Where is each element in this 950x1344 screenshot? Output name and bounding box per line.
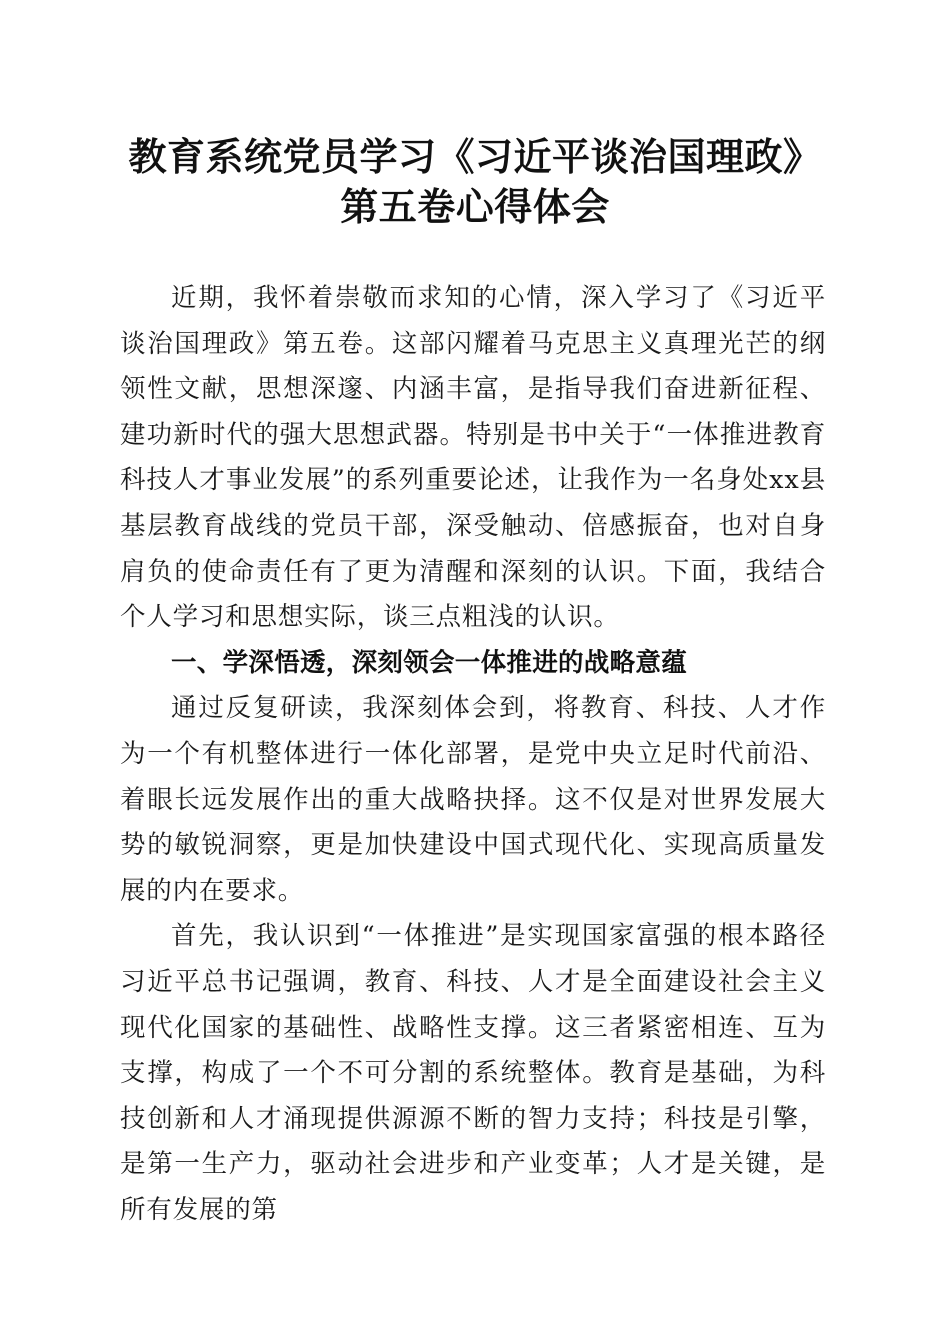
section-heading-1: 一、学深悟透，深刻领会一体推进的战略意蕴: [171, 647, 688, 678]
paragraph-intro: 近期，我怀着崇敬而求知的心情，深入学习了《习近平谈治国理政》第五卷。这部闪耀着马克思主义真理光芒的纲领性文献，思想深邃、内涵丰富，是指导我们奋进新征程、建功新时代的强大思想武器。特别是书中关于“一体推进教育科技人才事业发展”的系列重要论述，让我作为一名身处xx县基层教育战线的党员干部，深受触动、倍感振奋，也对自身肩负的使命责任有了更为清醒和深刻的认识。下面，我结合个人学习和思想实际，谈三点粗浅的认识。: [120, 283, 826, 633]
paragraph-section-1-first-point: 首先，我认识到“一体推进”是实现国家富强的根本路径习近平总书记强调，教育、科技、人才是全面建设社会主义现代化国家的基础性、战略性支撑。这三者紧密相连、互为支撑，构成了一个不可分割的系统整体。教育是基础，为科技创新和人才涌现提供源源不断的智力支持；科技是引擎，是第一生产力，驱动社会进步和产业变革；人才是关键，是所有发展的第: [120, 921, 826, 1225]
document-title: 教育系统党员学习《习近平谈治国理政》第五卷心得体会: [128, 134, 822, 229]
paragraph-section-1: 通过反复研读，我深刻体会到，将教育、科技、人才作为一个有机整体进行一体化部署，是党中央立足时代前沿、着眼长远发展作出的重大战略抉择。这不仅是对世界发展大势的敏锐洞察，更是加快建设中国式现代化、实现高质量发展的内在要求。: [120, 693, 826, 906]
document-body: [120, 276, 826, 1233]
